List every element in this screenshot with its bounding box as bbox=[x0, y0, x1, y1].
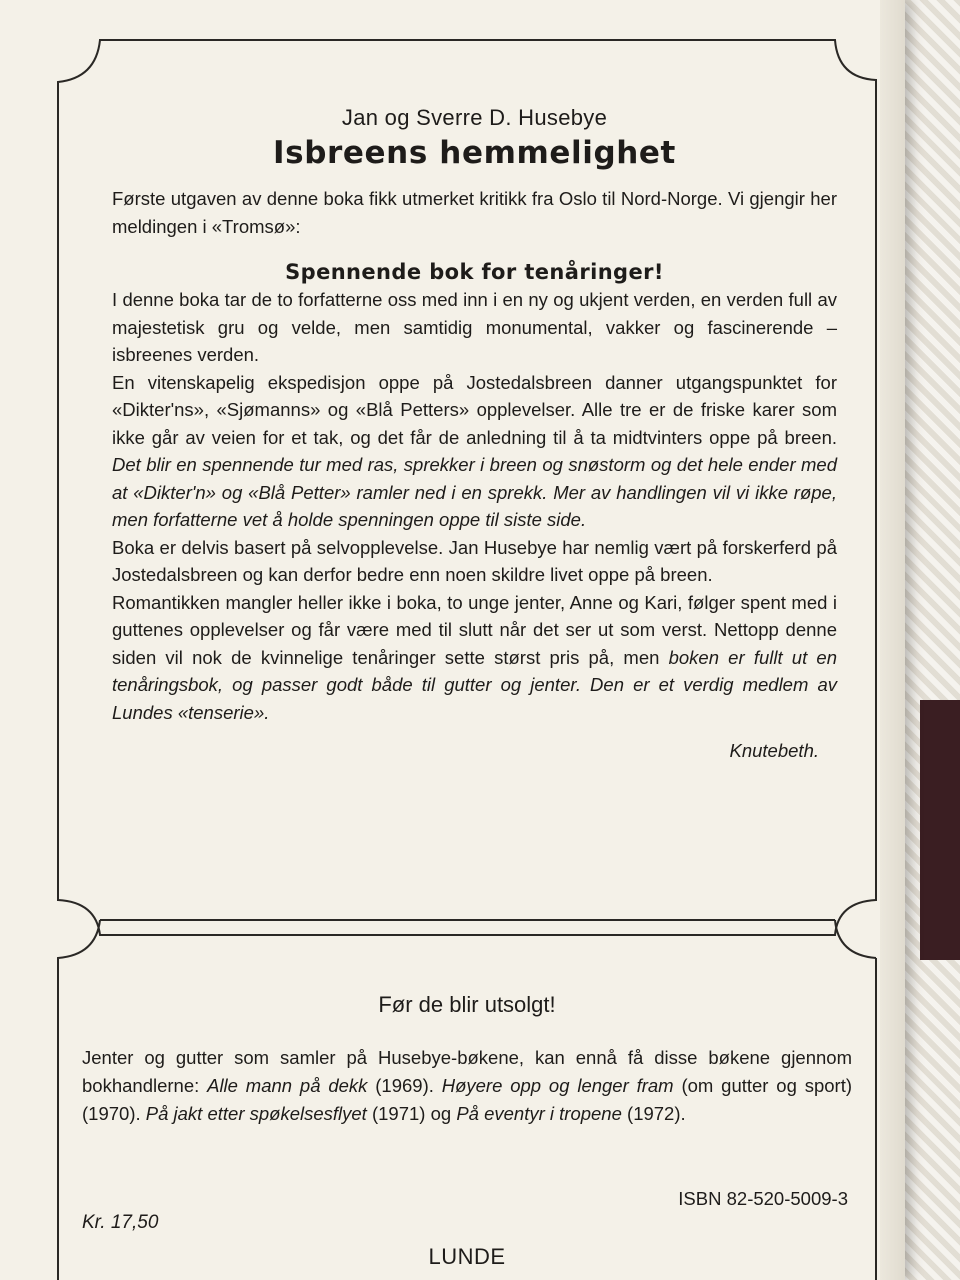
isbn: ISBN 82-520-5009-3 bbox=[678, 1188, 848, 1209]
background-table bbox=[920, 700, 960, 960]
price: Kr. 17,50 bbox=[82, 1212, 159, 1233]
series-heading: Før de blir utsolgt! bbox=[378, 992, 556, 1017]
review-paragraph: I denne boka tar de to forfatterne oss med inn i en ny og ukjent verden, en verden full av majestetisk gru og velde, men samtidig monumental, vakker og fascinerende – isbreenes verden. bbox=[112, 289, 837, 365]
series-section bbox=[82, 992, 853, 1269]
review-paragraph: Boka er delvis basert på selvopplevelse. Jan Husebye har nemlig vært på forskerferd på Jostedalsbreen og kan derfor bedre enn noen skildre livet oppe på breen. bbox=[112, 536, 837, 585]
intro-text: Første utgaven av denne boka fikk utmerket kritikk fra Oslo til Nord-Norge. Vi gjengir her meldingen i «Tromsø»: bbox=[112, 188, 837, 237]
review-paragraph: Romantikken mangler heller ikke i boka, to unge jenter, Anne og Kari, følger spent med i guttenes opplevelser og får være med til slutt når det ser ut som verst. Nettopp denne siden vil nok de kvinnelige tenåringer sette størst pris på, men boken er fullt ut en tenåringsbok, og passer godt både til gutter og jenter. Den er et verdig medlem av Lundes «tenserie». bbox=[112, 591, 837, 723]
review-section bbox=[112, 95, 837, 762]
review-signature: Knutebeth. bbox=[729, 740, 819, 761]
author-line: Jan og Sverre D. Husebye bbox=[341, 105, 608, 130]
series-text: Jenter og gutter som samler på Husebye-bøkene, kan ennå få disse bøkene gjennom bokhandlerne: Alle mann på dekk (1969). Høyere opp og lenger fram (om gutter og sport) (1970). På jakt etter spøkelsesflyet (1971) og På eventyr i tropene (1972). bbox=[82, 1047, 853, 1124]
review-paragraph: En vitenskapelig ekspedisjon oppe på Jostedalsbreen danner utgangspunktet for «Dikter'ns», «Sjømanns» og «Blå Petters» opplevelser. Alle tre er de friske karer som ikke går av veien for et tak, og det får de anledning til å ta midtvinters oppe på breen. Det blir en spennende tur med ras, sprekker i breen og snøstorm og det hele ender med at «Dikter'n» og «Blå Petter» ramler ned i en sprekk. Mer av handlingen vil vi ikke røpe, men forfatterne vet å holde spenningen oppe til siste side. bbox=[112, 371, 837, 530]
book-title: Isbreens hemmelighet bbox=[273, 135, 676, 171]
review-heading: Spennende bok for tenåringer! bbox=[285, 260, 664, 284]
review-body bbox=[112, 286, 837, 726]
publisher: LUNDE bbox=[428, 1244, 506, 1269]
